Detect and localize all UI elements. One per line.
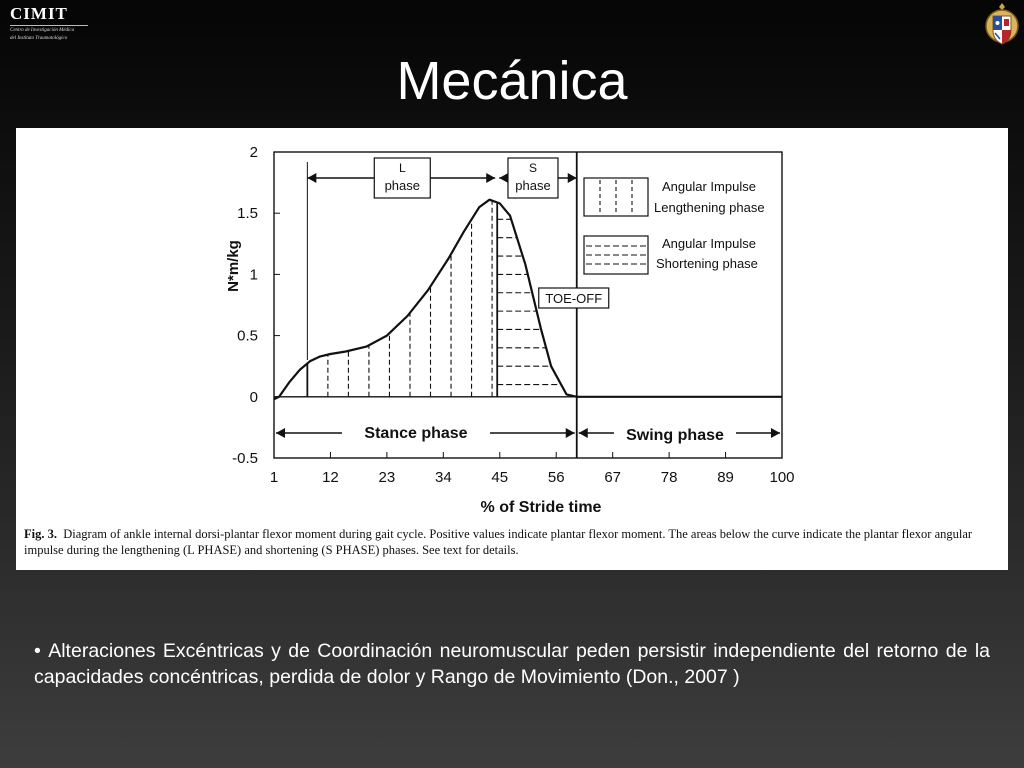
x-tick-label: 12 xyxy=(322,469,339,486)
figure-panel xyxy=(16,128,1008,570)
legend-label-shortening: Angular Impulse xyxy=(662,236,756,251)
x-tick-label: 56 xyxy=(547,469,565,486)
logo-subtitle-1: Centro de Investigación Médica xyxy=(10,28,75,33)
legend-label-lengthening: Lengthening phase xyxy=(654,200,765,215)
y-tick-label: -0.5 xyxy=(232,450,258,467)
x-tick-label: 23 xyxy=(378,469,396,486)
y-tick-label: 0 xyxy=(249,388,258,406)
swing-phase-label: Swing phase xyxy=(626,427,724,444)
x-tick-label: 45 xyxy=(491,469,509,486)
x-tick-label: 1 xyxy=(269,469,279,486)
y-tick-label: 1 xyxy=(249,266,258,284)
y-axis-label: N*m/kg xyxy=(225,240,242,292)
s-phase-arrow-head xyxy=(568,173,577,183)
bullet-text: Alteraciones Excéntricas y de Coordinación neuromuscular peden persistir independiente del retorno de la capacidades concéntricas, perdida de dolor y Rango de Movimiento (Don., 2007 ) xyxy=(34,640,990,688)
x-tick-label: 78 xyxy=(660,469,678,486)
logo-name: CIMIT xyxy=(10,4,88,26)
legend-label-shortening: Shortening phase xyxy=(656,256,758,271)
x-tick-label: 100 xyxy=(769,469,795,486)
x-tick-label: 89 xyxy=(717,469,734,486)
stance-arrow-head xyxy=(276,428,285,438)
swing-arrow-head xyxy=(771,428,780,438)
moment-chart xyxy=(16,128,1008,526)
y-tick-label: 0.5 xyxy=(237,327,258,345)
l-phase-arrow-head xyxy=(307,173,316,183)
stance-phase-label: Stance phase xyxy=(364,425,468,442)
logo-subtitle-2: del Instituto Traumatológico xyxy=(10,36,68,41)
swing-arrow-head xyxy=(579,428,588,438)
l-phase-label: L xyxy=(398,161,406,175)
x-tick-label: 34 xyxy=(434,469,452,486)
l-phase-label: phase xyxy=(384,178,420,193)
s-phase-label: S xyxy=(528,161,537,175)
toe-off-label: TOE-OFF xyxy=(545,291,603,306)
x-axis-label: % of Stride time xyxy=(480,499,602,516)
stance-arrow-head xyxy=(566,428,575,438)
moment-curve xyxy=(274,200,782,400)
slide-title: Mecánica xyxy=(396,51,628,111)
university-crest-icon xyxy=(984,2,1020,50)
cimit-logo xyxy=(10,4,88,42)
marks-layer xyxy=(274,152,782,458)
labels-layer xyxy=(225,240,602,516)
y-tick-label: 1.5 xyxy=(237,205,258,223)
x-tick-label: 67 xyxy=(604,469,622,486)
caption-text: Diagram of ankle internal dorsi-plantar flexor moment during gait cycle. Positive values indicate plantar flexor moment. The areas below the curve indicate the plantar flexor angular impulse during the lengthening (L PHASE) and shortening (S PHASE) phases. See text for details. xyxy=(24,527,973,557)
caption-label: Fig. 3. xyxy=(24,527,57,541)
s-phase-arrow-head xyxy=(499,173,508,183)
l-phase-arrow-head xyxy=(486,173,495,183)
legend-label-lengthening: Angular Impulse xyxy=(662,179,756,194)
bullet-point: • Alteraciones Excéntricas y de Coordinación neuromuscular peden persistir independiente del retorno de la capacidades concéntricas, perdida de dolor y Rango de Movimiento (Don., 2007 ) xyxy=(34,640,990,688)
s-phase-label: phase xyxy=(515,178,551,193)
y-tick-label: 2 xyxy=(249,144,258,161)
figure-caption xyxy=(24,526,1000,558)
